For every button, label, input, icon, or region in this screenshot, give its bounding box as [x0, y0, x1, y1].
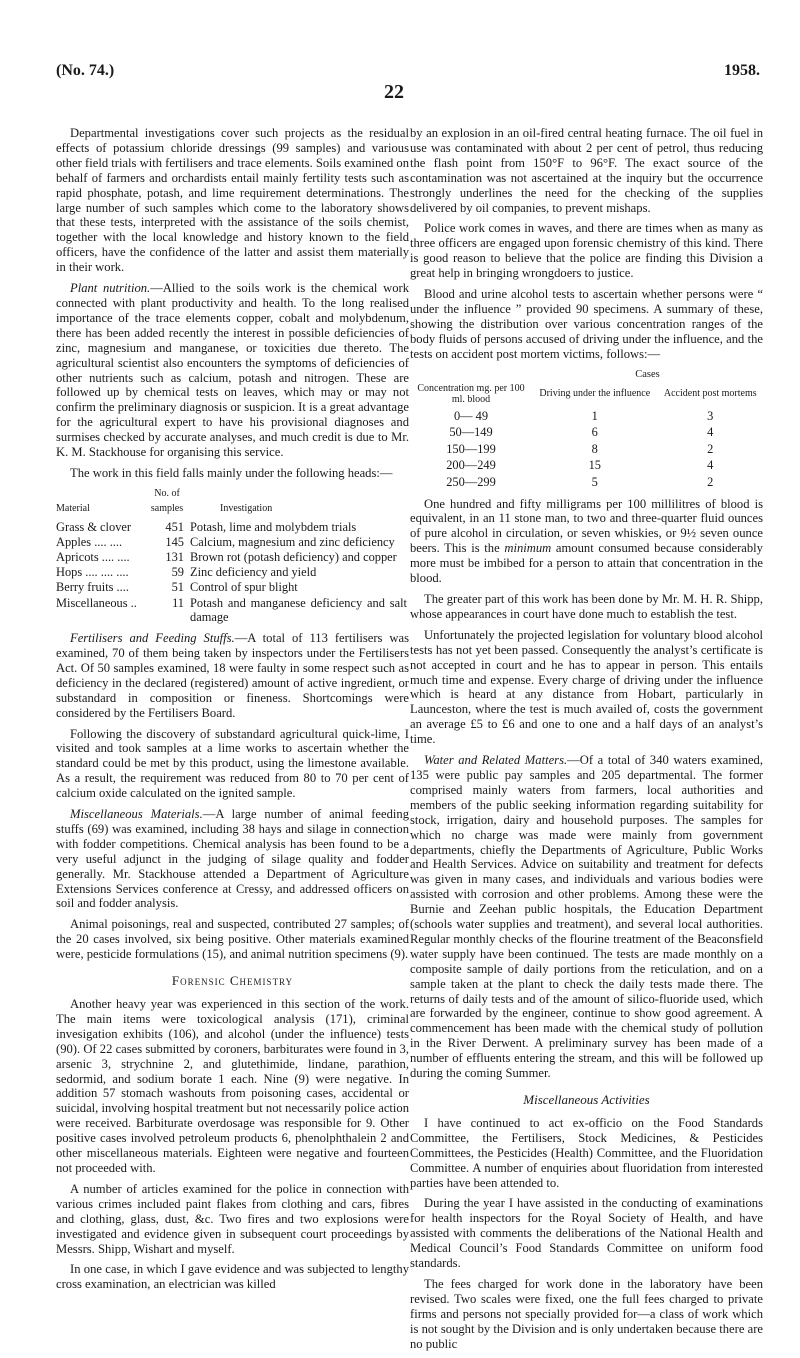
cell-driving: 5 — [591, 474, 598, 489]
paragraph-text: One hundred and fifty milligrams per 100 millilitres of blood is equivalent, in an 11 stone man, to two and three-quarter fluid ounces of pure alcohol in circulation, or seven whiskies, or 9½ seven ounce beers. This is the — [410, 496, 763, 556]
paragraph: Another heavy year was experienced in this section of the work. The main items were toxicological analysis (171), criminal invesigation exhibits (106), and alcohol (under the influence) tests (90). Of 22 cases submitted by coroners, barbiturates were found in 3, arsenic 3, strychnine 2, and glutethimide, lindane, parathion, sedormid, and sodium borate 1 each. Nine (9) were negative. In addition 57 stomach washouts from poisoning cases, accidental or suicidal, involving hospital treatment but not necessarily police action were received. Barbiturate overdosage was responsible for 9. Other positive cases involved petroleum products 6, phenolphthalein 2 and other miscellaneous materials. Eighteen were negative and fourteen not proceeded with. — [56, 997, 409, 1175]
paragraph: by an explosion in an oil-fired central heating furnace. The oil fuel in use was contaminated with about 2 per cent of petrol, thus reducing the flash point from 150°F to 96°F. The exact source of the contamination was not ascertained at the inquiry but the occurrence strongly underlines the need for the checking of the supplies delivered by oil companies, to prevent mishaps. — [410, 126, 763, 215]
cell-investigation: Potash, lime and molybdem trials — [190, 519, 357, 534]
table-header-row — [410, 382, 763, 408]
paragraph: The fees charged for work done in the laboratory have been revised. Two scales were fixed, one the full fees charged to private firms and persons not specially provided for—a class of work which is not sought by the Division and is only undertaken because there are no public — [410, 1276, 763, 1351]
paragraph: The greater part of this work has been done by Mr. M. H. R. Shipp, whose appearances in court have done much to establish the test. — [410, 592, 763, 621]
left-column — [56, 126, 409, 1298]
cell-samples: 451 — [165, 519, 184, 534]
emphasis: minimum — [504, 541, 552, 556]
paragraph — [410, 753, 763, 1081]
paragraph — [56, 807, 409, 911]
cell-investigation: Potash and manganese deficiency and salt damage — [190, 595, 407, 624]
cell-concentration: 150—199 — [446, 441, 496, 456]
table-row — [56, 596, 409, 625]
right-column — [410, 126, 763, 1358]
table-row — [410, 441, 763, 458]
cell-samples: 145 — [165, 534, 184, 549]
table-row — [410, 424, 763, 441]
cell-concentration: 250—299 — [446, 474, 496, 489]
paragraph: Police work comes in waves, and there are times when as many as three officers are engaged upon forensic chemistry of this kind. There is good reason to believe that the police are finding this Division a great help in bringing wrongdoers to justice. — [410, 221, 763, 281]
cell-concentration: 50—149 — [449, 425, 493, 440]
alcohol-test-table — [410, 368, 763, 491]
column-header-post-mortems: Accident post mortems — [663, 388, 757, 400]
cell-investigation: Control of spur blight — [190, 580, 298, 595]
table-row — [410, 408, 763, 425]
cell-investigation: Calcium, magnesium and zinc deficiency — [190, 534, 395, 549]
paragraph: Departmental investigations cover such projects as the residual effects of potassium chloride dressings (99 samples) and various other field trials with fertilisers and trace elements. Soils examined on behalf of farmers and orchardists entail mainly fertility tests such as rapid phosphate, potash, and lime requirement determinations. The large number of such samples which come to the laboratory shows that these tests, interpreted with the assistance of the soils chemist, together with the local knowledge and history known to the field officers, have the confidence of the latter and assist them materially in their work. — [56, 126, 409, 275]
paragraph: A number of articles examined for the police in connection with various crimes included paint flakes from clothing and cars, fibres and clothing, glass, dust, &c. Two fires and two explosions were investigated and evidence given in subsequent court proceedings by Messrs. Shipp, Wishart and myself. — [56, 1181, 409, 1256]
column-header-driving: Driving under the influence — [539, 388, 651, 400]
cell-concentration: 0— 49 — [453, 408, 489, 423]
paragraph — [56, 631, 409, 720]
cell-driving: 8 — [591, 441, 598, 456]
column-header-concentration: Concentration mg. per 100 ml. blood — [417, 382, 525, 405]
cell-material: Miscellaneous .. — [56, 595, 137, 610]
run-in-heading: Miscellaneous Materials. — [70, 807, 203, 822]
column-header-samples: No. of samples — [150, 487, 184, 514]
cell-concentration: 200—249 — [446, 458, 496, 473]
cell-driving: 15 — [588, 458, 601, 473]
table-row — [56, 565, 409, 580]
cell-post-mortems: 4 — [707, 458, 714, 473]
cell-post-mortems: 3 — [707, 408, 714, 423]
table-row — [410, 457, 763, 474]
paragraph: The work in this field falls mainly under the following heads:— — [70, 465, 393, 480]
paragraph-text: —Of a total of 340 waters examined, 135 were public pay samples and 205 departmental. The former comprised mainly waters from farmers, local authorities and members of the public seeking information regarding suitability for stock, irrigation, dairy and household purposes. The samples for which no charge was made were mainly from government departments, chiefly the Departments of Agriculture, Public Works and Health Services. Advice on suitability and treatment for defects was given in many cases, and individuals and various bodies were assisted with corrosion and other problems. Among these were the Burnie and Zeehan public hospitals, the Education Department (schools water supplies and treatment), and several local authorities. Regular monthly checks of the flourine treatment of the Beaconsfield water supply have been continued. The tests are made monthly on a composite sample of daily portions from the reticulation, and on a sample taken at the plant to check the daily tests made there. The returns of daily tests and of the amount of silico-fluoride used, which are forwarded by the engineer, continue to show good agreement. A commencement has been made with the chemical study of pollution in the River Derwent. A preliminary survey has been made of a number of effluents entering the stream, and this will be followed up during the coming Summer. — [410, 753, 763, 1081]
cell-samples: 51 — [171, 580, 184, 595]
cell-samples: 131 — [165, 550, 184, 565]
cell-material: Berry fruits .... — [56, 580, 129, 595]
paragraph: Unfortunately the projected legislation for voluntary blood alcohol tests has not yet been passed. Consequently the analyst’s certificate is not accepted in court and he has to appear in person. This entails much time and expense. Every charge of driving under the influence which is heard at any distance from Hobart, particularly in Launceston, where the test is much availed of, costs the government an average £5 to £6 and one to one and a half days of an analyst’s time. — [410, 627, 763, 747]
cell-samples: 11 — [172, 595, 184, 610]
paragraph-text: —Allied to the soils work is the chemical work connected with plant productivity and health. To the long realised importance of the trace elements copper, cobalt and molybdenum, there has been added recently the interest in possible deficiencies of zinc, magnesium and manganese, or toxicities due thereto. The agricultural scientist also encounters the symptoms of deficiencies of other nutrients such as calcium, potash and nitrogen. These are followed up by chemical tests on leaves, which may or may not confirm the preliminary diagnosis or suspicion. It is a great advantage for the agricultural expert to have his provisional diagnoses and surmises checked by accurate analyses, and much credit is due to Mr. K. M. Stackhouse for organising this service. — [56, 281, 409, 460]
cell-material: Apples .... .... — [56, 534, 123, 549]
run-in-heading: Water and Related Matters. — [424, 753, 568, 768]
paragraph-text: —A large number of animal feeding stuffs (69) was examined, including 38 hays and silage in connection with fodder competitions. Chemical analysis has been found to be a very useful adjunct in the judging of silage quality and fodder generally. Mr. Stackhouse attended a Department of Agriculture Extensions Services conference at Cressy, and addressed officers on soil and fodder analysis. — [56, 807, 409, 911]
paragraph: In one case, in which I gave evidence and was subjected to lengthy cross examination, an electrician was killed — [56, 1262, 409, 1292]
cell-material: Hops .... .... .... — [56, 565, 129, 580]
table-row — [56, 520, 409, 535]
section-heading: Forensic Chemistry — [171, 973, 294, 989]
table-row — [56, 550, 409, 565]
document-number: (No. 74.) — [56, 62, 115, 79]
cell-material: Apricots .... .... — [56, 550, 130, 565]
paragraph-text: amount consumed because considerably more must be imbibed for a person to attain that concentration in the blood. — [410, 541, 763, 586]
cell-investigation: Zinc deficiency and yield — [190, 565, 317, 580]
paragraph — [56, 281, 409, 460]
document-year: 1958. — [724, 62, 760, 79]
cell-investigation: Brown rot (potash deficiency) and copper — [190, 550, 397, 565]
table-row — [410, 474, 763, 491]
table-row — [56, 535, 409, 550]
paragraph: Following the discovery of substandard agricultural quick-lime, I visited and took samples at a lime works to ascertain whether the standard could be met by this product, using the limestone available. As a result, the requirement was reduced from 80 to 70 per cent of calcium oxide calculated on the ignited sample. — [56, 726, 409, 801]
paragraph: Blood and urine alcohol tests to ascertain whether persons were “ under the influence ” provided 90 specimens. A summary of these, showing the distribution over various concentration ranges of the body fluids of persons accused of driving under the influence, and the tests on accident post mortem victims, follows:— — [410, 287, 763, 361]
column-header-investigation: Investigation — [220, 502, 273, 514]
cell-driving: 6 — [591, 425, 598, 440]
page-number: 22 — [384, 81, 404, 103]
paragraph-text: —A total of 113 fertilisers was examined, 70 of them being taken by inspectors under the Fertilisers Act. Of 50 samples examined, 18 were faulty in some respect such as deficiency in the declared (registered) amount of active ingredient, or substandard in composition or fineness. Shortcomings were considered by the Fertilisers Board. — [56, 631, 409, 720]
paragraph — [410, 497, 763, 586]
run-in-heading: Plant nutrition. — [70, 281, 151, 296]
table-group-header-row — [410, 368, 763, 382]
column-header-material: Material — [56, 502, 90, 514]
cell-post-mortems: 4 — [707, 425, 714, 440]
column-group-header-cases: Cases — [635, 368, 660, 380]
table-row — [56, 580, 409, 595]
paragraph: Animal poisonings, real and suspected, contributed 27 samples; of the 20 cases involved, six being positive. Other materials examined were, pesticide formulations (15), and animal nutrition specimens (9). — [56, 917, 409, 962]
cell-samples: 59 — [171, 565, 184, 580]
paragraph: During the year I have assisted in the conducting of examinations for health inspectors for the Royal Society of Health, and have assisted with comments the deliberations of the National Health and Medical Council’s Food Standards Committee on uniform food standards. — [410, 1196, 763, 1271]
cell-post-mortems: 2 — [707, 474, 714, 489]
cell-driving: 1 — [591, 408, 598, 423]
cell-material: Grass & clover — [56, 519, 132, 534]
investigation-table — [56, 487, 409, 625]
section-heading: Miscellaneous Activities — [523, 1092, 650, 1107]
table-header-row — [56, 487, 409, 520]
paragraph: I have continued to act ex-officio on the Food Standards Committee, the Fertilisers, Stock Medicines, & Pesticides Committees, the Pesticides (Health) Committee, and the Fluoridation Committee. A number of enquiries about fluoridation from interested parties have been attended to. — [410, 1115, 763, 1190]
cell-post-mortems: 2 — [707, 441, 714, 456]
run-in-heading: Fertilisers and Feeding Stuffs. — [70, 631, 235, 646]
